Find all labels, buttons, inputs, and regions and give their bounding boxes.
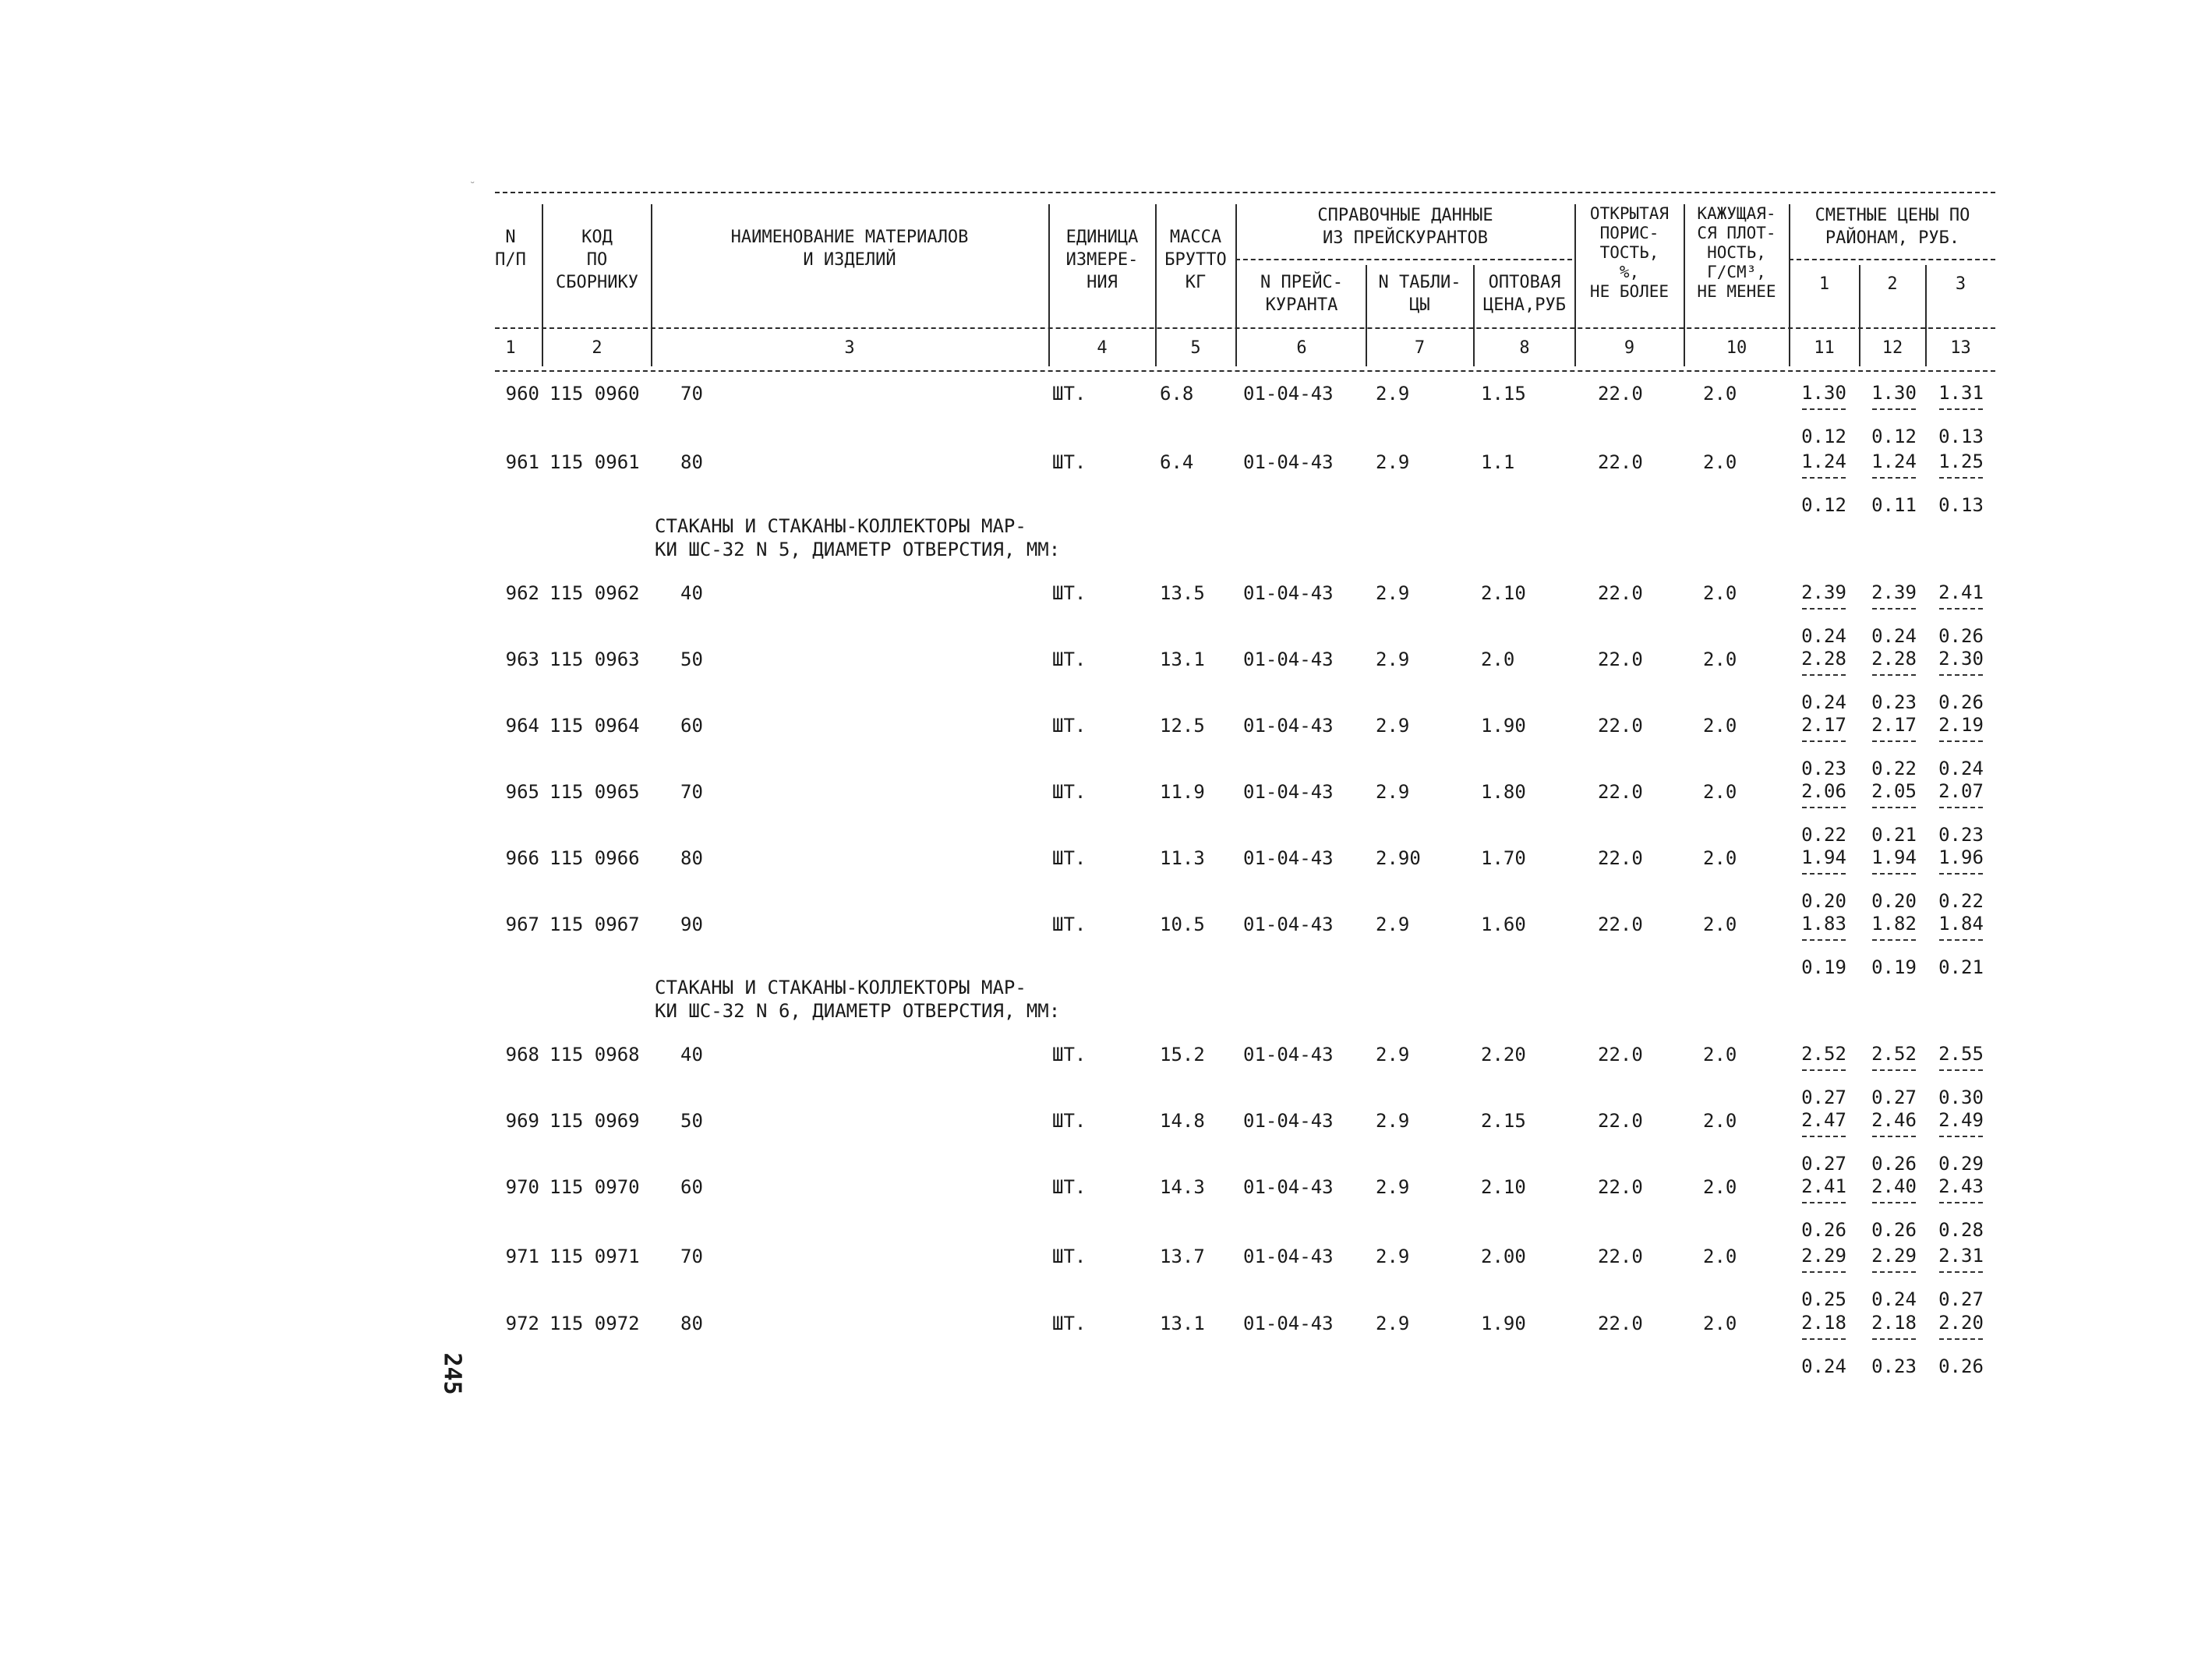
estimate-labor-region-2: 0.21 xyxy=(1871,824,1917,846)
estimate-price-region-2: 2.46 xyxy=(1871,1109,1917,1131)
header-col-code: КОД ПО СБОРНИКУ xyxy=(556,228,638,292)
fraction-bar xyxy=(1802,939,1846,941)
cell-name: 80 xyxy=(680,451,703,473)
estimate-labor-region-1: 0.20 xyxy=(1801,890,1846,912)
cell-mass: 6.8 xyxy=(1160,383,1194,405)
cell-code: 115 0964 xyxy=(549,715,640,737)
estimate-labor-region-3: 0.24 xyxy=(1938,758,1984,779)
estimate-labor-region-1: 0.26 xyxy=(1801,1219,1846,1241)
fraction-bar xyxy=(1872,939,1916,941)
cell-price: 2.10 xyxy=(1481,582,1526,604)
cell-pk: 01-04-43 xyxy=(1243,781,1334,803)
cell-tab: 2.9 xyxy=(1376,1110,1410,1132)
fraction-bar xyxy=(1802,1271,1846,1273)
header-price-group: СМЕТНЫЕ ЦЕНЫ ПО РАЙОНАМ, РУБ. xyxy=(1814,206,1970,248)
cell-unit: ШТ. xyxy=(1052,1313,1087,1334)
fraction-bar xyxy=(1939,1202,1983,1203)
estimate-labor-region-2: 0.19 xyxy=(1871,956,1917,978)
fraction-bar xyxy=(1939,807,1983,808)
cell-name: 50 xyxy=(680,648,703,670)
estimate-labor-region-2: 0.12 xyxy=(1871,426,1917,447)
cell-tab: 2.9 xyxy=(1376,648,1410,670)
cell-pk: 01-04-43 xyxy=(1243,383,1334,405)
colnum-9: 9 xyxy=(1624,338,1635,358)
estimate-price-region-3: 2.19 xyxy=(1938,714,1984,736)
cell-n: 965 xyxy=(505,781,539,803)
fraction-bar xyxy=(1872,608,1916,610)
estimate-labor-region-2: 0.20 xyxy=(1871,890,1917,912)
colnum-10: 10 xyxy=(1726,338,1747,358)
cell-name: 80 xyxy=(680,1313,703,1334)
cell-n: 968 xyxy=(505,1044,539,1065)
cell-pk: 01-04-43 xyxy=(1243,1246,1334,1267)
colnum-3: 3 xyxy=(844,338,855,358)
cell-unit: ШТ. xyxy=(1052,1110,1087,1132)
estimate-price-region-2: 2.40 xyxy=(1871,1175,1917,1197)
estimate-labor-region-3: 0.21 xyxy=(1938,956,1984,978)
estimate-labor-region-3: 0.13 xyxy=(1938,494,1984,516)
estimate-labor-region-3: 0.13 xyxy=(1938,426,1984,447)
cell-n: 969 xyxy=(505,1110,539,1132)
cell-mass: 6.4 xyxy=(1160,451,1194,473)
cell-por: 22.0 xyxy=(1598,847,1643,869)
cell-pk: 01-04-43 xyxy=(1243,451,1334,473)
estimate-price-region-1: 2.17 xyxy=(1801,714,1846,736)
cell-price: 1.70 xyxy=(1481,847,1526,869)
colnum-13: 13 xyxy=(1950,338,1971,358)
cell-dens: 2.0 xyxy=(1703,847,1737,869)
cell-unit: ШТ. xyxy=(1052,582,1087,604)
cell-por: 22.0 xyxy=(1598,451,1643,473)
cell-pk: 01-04-43 xyxy=(1243,715,1334,737)
cell-pk: 01-04-43 xyxy=(1243,1313,1334,1334)
header-col-mass: МАССА БРУТТО КГ xyxy=(1164,228,1227,292)
cell-por: 22.0 xyxy=(1598,648,1643,670)
cell-por: 22.0 xyxy=(1598,1246,1643,1267)
estimate-price-region-2: 1.30 xyxy=(1871,382,1917,404)
estimate-price-region-3: 2.55 xyxy=(1938,1043,1984,1065)
price-subgroup-rule xyxy=(1789,259,1995,260)
cell-name: 70 xyxy=(680,1246,703,1267)
header-col-number: N П/П xyxy=(495,228,526,270)
estimate-price-region-1: 2.29 xyxy=(1801,1245,1846,1267)
estimate-price-region-3: 1.25 xyxy=(1938,451,1984,472)
cell-mass: 14.3 xyxy=(1160,1176,1205,1198)
cell-pk: 01-04-43 xyxy=(1243,1110,1334,1132)
colnum-12: 12 xyxy=(1882,338,1903,358)
estimate-labor-region-2: 0.24 xyxy=(1871,1288,1917,1310)
fraction-bar xyxy=(1872,1136,1916,1137)
cell-dens: 2.0 xyxy=(1703,781,1737,803)
cell-dens: 2.0 xyxy=(1703,715,1737,737)
estimate-labor-region-3: 0.29 xyxy=(1938,1153,1984,1175)
fraction-bar xyxy=(1939,408,1983,410)
cell-dens: 2.0 xyxy=(1703,1246,1737,1267)
cell-n: 971 xyxy=(505,1246,539,1267)
cell-unit: ШТ. xyxy=(1052,1246,1087,1267)
estimate-labor-region-2: 0.23 xyxy=(1871,1355,1917,1377)
fraction-bar xyxy=(1872,1202,1916,1203)
estimate-price-region-2: 2.28 xyxy=(1871,648,1917,670)
cell-unit: ШТ. xyxy=(1052,847,1087,869)
estimate-labor-region-3: 0.30 xyxy=(1938,1087,1984,1108)
cell-name: 40 xyxy=(680,582,703,604)
fraction-bar xyxy=(1939,1271,1983,1273)
estimate-labor-region-3: 0.22 xyxy=(1938,890,1984,912)
estimate-labor-region-1: 0.19 xyxy=(1801,956,1846,978)
cell-code: 115 0971 xyxy=(549,1246,640,1267)
estimate-price-region-1: 1.94 xyxy=(1801,846,1846,868)
estimate-price-region-3: 2.41 xyxy=(1938,581,1984,603)
cell-unit: ШТ. xyxy=(1052,781,1087,803)
cell-dens: 2.0 xyxy=(1703,1313,1737,1334)
estimate-price-region-2: 1.82 xyxy=(1871,913,1917,935)
cell-mass: 11.9 xyxy=(1160,781,1205,803)
estimate-labor-region-1: 0.24 xyxy=(1801,1355,1846,1377)
cell-mass: 13.5 xyxy=(1160,582,1205,604)
cell-dens: 2.0 xyxy=(1703,582,1737,604)
estimate-labor-region-1: 0.25 xyxy=(1801,1288,1846,1310)
cell-dens: 2.0 xyxy=(1703,914,1737,935)
estimate-price-region-3: 2.20 xyxy=(1938,1312,1984,1334)
cell-por: 22.0 xyxy=(1598,1110,1643,1132)
header-sep xyxy=(651,204,652,366)
cell-name: 80 xyxy=(680,847,703,869)
cell-tab: 2.9 xyxy=(1376,914,1410,935)
scan-mark: ˘ xyxy=(469,181,476,193)
cell-dens: 2.0 xyxy=(1703,451,1737,473)
cell-pk: 01-04-43 xyxy=(1243,582,1334,604)
header-price-region-2: 2 xyxy=(1887,274,1898,294)
estimate-price-region-1: 2.06 xyxy=(1801,780,1846,802)
header-price-region-3: 3 xyxy=(1955,274,1966,294)
header-col-density: КАЖУЩАЯ- СЯ ПЛОТ- НОСТЬ, Г/СМ³, НЕ МЕНЕЕ xyxy=(1697,204,1776,301)
cell-mass: 13.1 xyxy=(1160,1313,1205,1334)
cell-price: 2.15 xyxy=(1481,1110,1526,1132)
estimate-labor-region-1: 0.24 xyxy=(1801,625,1846,647)
colnum-11: 11 xyxy=(1814,338,1835,358)
cell-name: 40 xyxy=(680,1044,703,1065)
cell-tab: 2.9 xyxy=(1376,1044,1410,1065)
cell-por: 22.0 xyxy=(1598,1176,1643,1198)
fraction-bar xyxy=(1802,1136,1846,1137)
cell-price: 2.00 xyxy=(1481,1246,1526,1267)
estimate-labor-region-3: 0.26 xyxy=(1938,1355,1984,1377)
cell-dens: 2.0 xyxy=(1703,383,1737,405)
fraction-bar xyxy=(1939,1069,1983,1071)
estimate-labor-region-1: 0.24 xyxy=(1801,691,1846,713)
estimate-price-region-2: 2.18 xyxy=(1871,1312,1917,1334)
estimate-labor-region-1: 0.12 xyxy=(1801,494,1846,516)
colnum-6: 6 xyxy=(1296,338,1307,358)
estimate-price-region-2: 1.24 xyxy=(1871,451,1917,472)
fraction-bar xyxy=(1939,1338,1983,1340)
header-price-region-1: 1 xyxy=(1818,274,1830,294)
cell-n: 964 xyxy=(505,715,539,737)
estimate-price-region-3: 2.07 xyxy=(1938,780,1984,802)
cell-mass: 11.3 xyxy=(1160,847,1205,869)
estimate-price-region-3: 2.31 xyxy=(1938,1245,1984,1267)
estimate-labor-region-3: 0.23 xyxy=(1938,824,1984,846)
colnum-5: 5 xyxy=(1190,338,1201,358)
fraction-bar xyxy=(1802,674,1846,676)
cell-tab: 2.9 xyxy=(1376,582,1410,604)
cell-pk: 01-04-43 xyxy=(1243,1044,1334,1065)
cell-mass: 12.5 xyxy=(1160,715,1205,737)
fraction-bar xyxy=(1872,1069,1916,1071)
cell-code: 115 0961 xyxy=(549,451,640,473)
cell-price: 1.90 xyxy=(1481,1313,1526,1334)
cell-por: 22.0 xyxy=(1598,914,1643,935)
cell-dens: 2.0 xyxy=(1703,1110,1737,1132)
fraction-bar xyxy=(1802,1069,1846,1071)
cell-code: 115 0963 xyxy=(549,648,640,670)
cell-price: 2.20 xyxy=(1481,1044,1526,1065)
cell-code: 115 0966 xyxy=(549,847,640,869)
cell-tab: 2.9 xyxy=(1376,715,1410,737)
cell-tab: 2.9 xyxy=(1376,451,1410,473)
cell-unit: ШТ. xyxy=(1052,914,1087,935)
header-col-pricelist: N ПРЕЙС- КУРАНТА xyxy=(1260,273,1343,315)
fraction-bar xyxy=(1939,873,1983,875)
estimate-price-region-1: 2.28 xyxy=(1801,648,1846,670)
cell-mass: 10.5 xyxy=(1160,914,1205,935)
header-top-rule xyxy=(495,192,1995,193)
fraction-bar xyxy=(1939,477,1983,479)
fraction-bar xyxy=(1939,674,1983,676)
cell-tab: 2.9 xyxy=(1376,1246,1410,1267)
fraction-bar xyxy=(1802,807,1846,808)
estimate-labor-region-2: 0.24 xyxy=(1871,625,1917,647)
estimate-price-region-1: 2.39 xyxy=(1801,581,1846,603)
estimate-labor-region-1: 0.27 xyxy=(1801,1153,1846,1175)
cell-code: 115 0968 xyxy=(549,1044,640,1065)
cell-unit: ШТ. xyxy=(1052,715,1087,737)
estimate-labor-region-1: 0.23 xyxy=(1801,758,1846,779)
estimate-labor-region-2: 0.26 xyxy=(1871,1153,1917,1175)
estimate-price-region-3: 2.30 xyxy=(1938,648,1984,670)
cell-por: 22.0 xyxy=(1598,383,1643,405)
fraction-bar xyxy=(1802,1202,1846,1203)
fraction-bar xyxy=(1939,1136,1983,1137)
estimate-price-region-1: 2.52 xyxy=(1801,1043,1846,1065)
cell-name: 60 xyxy=(680,1176,703,1198)
estimate-price-region-3: 1.96 xyxy=(1938,846,1984,868)
estimate-price-region-2: 2.29 xyxy=(1871,1245,1917,1267)
cell-price: 1.80 xyxy=(1481,781,1526,803)
cell-por: 22.0 xyxy=(1598,715,1643,737)
cell-code: 115 0969 xyxy=(549,1110,640,1132)
cell-pk: 01-04-43 xyxy=(1243,648,1334,670)
cell-tab: 2.9 xyxy=(1376,781,1410,803)
fraction-bar xyxy=(1802,477,1846,479)
cell-n: 966 xyxy=(505,847,539,869)
estimate-labor-region-1: 0.27 xyxy=(1801,1087,1846,1108)
fraction-bar xyxy=(1802,408,1846,410)
estimate-labor-region-2: 0.11 xyxy=(1871,494,1917,516)
section-title-n6: СТАКАНЫ И СТАКАНЫ-КОЛЛЕКТОРЫ МАР- КИ ШС-32 N 6, ДИАМЕТР ОТВЕРСТИЯ, ММ: xyxy=(655,977,1061,1022)
estimate-labor-region-2: 0.23 xyxy=(1871,691,1917,713)
fraction-bar xyxy=(1802,608,1846,610)
estimate-price-region-2: 1.94 xyxy=(1871,846,1917,868)
estimate-price-region-3: 2.49 xyxy=(1938,1109,1984,1131)
cell-n: 960 xyxy=(505,383,539,405)
estimate-price-region-3: 1.31 xyxy=(1938,382,1984,404)
header-bottom-rule xyxy=(495,370,1995,372)
fraction-bar xyxy=(1872,674,1916,676)
estimate-labor-region-2: 0.26 xyxy=(1871,1219,1917,1241)
colnum-8: 8 xyxy=(1519,338,1530,358)
colnum-7: 7 xyxy=(1414,338,1426,358)
cell-tab: 2.9 xyxy=(1376,1176,1410,1198)
cell-unit: ШТ. xyxy=(1052,451,1087,473)
fraction-bar xyxy=(1872,1338,1916,1340)
estimate-price-region-3: 1.84 xyxy=(1938,913,1984,935)
cell-mass: 14.8 xyxy=(1160,1110,1205,1132)
header-col-unit: ЕДИНИЦА ИЗМЕРЕ- НИЯ xyxy=(1065,228,1139,292)
estimate-price-region-1: 2.41 xyxy=(1801,1175,1846,1197)
page-number: 245 xyxy=(438,1352,466,1395)
estimate-price-region-2: 2.05 xyxy=(1871,780,1917,802)
cell-n: 972 xyxy=(505,1313,539,1334)
cell-name: 60 xyxy=(680,715,703,737)
cell-price: 1.90 xyxy=(1481,715,1526,737)
cell-por: 22.0 xyxy=(1598,1044,1643,1065)
estimate-price-region-1: 2.47 xyxy=(1801,1109,1846,1131)
estimate-price-region-3: 2.43 xyxy=(1938,1175,1984,1197)
section-title-n5: СТАКАНЫ И СТАКАНЫ-КОЛЛЕКТОРЫ МАР- КИ ШС-32 N 5, ДИАМЕТР ОТВЕРСТИЯ, ММ: xyxy=(655,515,1061,560)
cell-code: 115 0967 xyxy=(549,914,640,935)
estimate-labor-region-1: 0.22 xyxy=(1801,824,1846,846)
estimate-labor-region-2: 0.27 xyxy=(1871,1087,1917,1108)
cell-code: 115 0965 xyxy=(549,781,640,803)
fraction-bar xyxy=(1872,1271,1916,1273)
fraction-bar xyxy=(1872,873,1916,875)
estimate-price-region-1: 1.30 xyxy=(1801,382,1846,404)
estimate-price-region-2: 2.17 xyxy=(1871,714,1917,736)
header-ref-group: СПРАВОЧНЫЕ ДАННЫЕ ИЗ ПРЕЙСКУРАНТОВ xyxy=(1317,206,1493,248)
fraction-bar xyxy=(1872,477,1916,479)
cell-n: 967 xyxy=(505,914,539,935)
estimate-labor-region-1: 0.12 xyxy=(1801,426,1846,447)
cell-price: 1.15 xyxy=(1481,383,1526,405)
fraction-bar xyxy=(1939,939,1983,941)
colnum-2: 2 xyxy=(592,338,602,358)
cell-unit: ШТ. xyxy=(1052,1044,1087,1065)
cell-code: 115 0972 xyxy=(549,1313,640,1334)
fraction-bar xyxy=(1872,807,1916,808)
cell-price: 2.0 xyxy=(1481,648,1515,670)
cell-mass: 13.1 xyxy=(1160,648,1205,670)
header-col-name: НАИМЕНОВАНИЕ МАТЕРИАЛОВ И ИЗДЕЛИЙ xyxy=(730,228,969,270)
cell-unit: ШТ. xyxy=(1052,383,1087,405)
cell-n: 963 xyxy=(505,648,539,670)
estimate-price-region-1: 1.24 xyxy=(1801,451,1846,472)
colnum-1: 1 xyxy=(505,338,516,358)
fraction-bar xyxy=(1802,740,1846,742)
header-col-porosity: ОТКРЫТАЯ ПОРИС- ТОСТЬ, %, НЕ БОЛЕЕ xyxy=(1589,204,1670,301)
cell-price: 2.10 xyxy=(1481,1176,1526,1198)
cell-pk: 01-04-43 xyxy=(1243,914,1334,935)
header-mid-rule xyxy=(495,327,1995,329)
fraction-bar xyxy=(1802,873,1846,875)
cell-por: 22.0 xyxy=(1598,781,1643,803)
cell-tab: 2.9 xyxy=(1376,1313,1410,1334)
estimate-price-region-2: 2.39 xyxy=(1871,581,1917,603)
cell-n: 970 xyxy=(505,1176,539,1198)
cell-name: 70 xyxy=(680,781,703,803)
cell-n: 962 xyxy=(505,582,539,604)
cell-price: 1.60 xyxy=(1481,914,1526,935)
cell-code: 115 0970 xyxy=(549,1176,640,1198)
fraction-bar xyxy=(1872,408,1916,410)
header-col-table: N ТАБЛИ- ЦЫ xyxy=(1378,273,1461,315)
cell-name: 70 xyxy=(680,383,703,405)
estimate-price-region-1: 1.83 xyxy=(1801,913,1846,935)
cell-dens: 2.0 xyxy=(1703,1176,1737,1198)
cell-tab: 2.90 xyxy=(1376,847,1421,869)
cell-unit: ШТ. xyxy=(1052,1176,1087,1198)
cell-pk: 01-04-43 xyxy=(1243,847,1334,869)
estimate-price-region-1: 2.18 xyxy=(1801,1312,1846,1334)
cell-mass: 13.7 xyxy=(1160,1246,1205,1267)
estimate-labor-region-2: 0.22 xyxy=(1871,758,1917,779)
cell-mass: 15.2 xyxy=(1160,1044,1205,1065)
cell-dens: 2.0 xyxy=(1703,648,1737,670)
estimate-price-region-2: 2.52 xyxy=(1871,1043,1917,1065)
cell-unit: ШТ. xyxy=(1052,648,1087,670)
ref-subgroup-rule xyxy=(1235,259,1572,260)
cell-name: 50 xyxy=(680,1110,703,1132)
cell-name: 90 xyxy=(680,914,703,935)
estimate-labor-region-3: 0.26 xyxy=(1938,625,1984,647)
fraction-bar xyxy=(1802,1338,1846,1340)
estimate-labor-region-3: 0.26 xyxy=(1938,691,1984,713)
cell-n: 961 xyxy=(505,451,539,473)
estimate-labor-region-3: 0.28 xyxy=(1938,1219,1984,1241)
cell-code: 115 0962 xyxy=(549,582,640,604)
estimate-labor-region-3: 0.27 xyxy=(1938,1288,1984,1310)
cell-pk: 01-04-43 xyxy=(1243,1176,1334,1198)
cell-code: 115 0960 xyxy=(549,383,640,405)
cell-dens: 2.0 xyxy=(1703,1044,1737,1065)
header-col-wholesale: ОПТОВАЯ ЦЕНА,РУБ xyxy=(1483,273,1566,315)
cell-por: 22.0 xyxy=(1598,582,1643,604)
fraction-bar xyxy=(1939,608,1983,610)
cell-tab: 2.9 xyxy=(1376,383,1410,405)
colnum-4: 4 xyxy=(1097,338,1108,358)
cell-price: 1.1 xyxy=(1481,451,1515,473)
fraction-bar xyxy=(1872,740,1916,742)
cell-por: 22.0 xyxy=(1598,1313,1643,1334)
fraction-bar xyxy=(1939,740,1983,742)
